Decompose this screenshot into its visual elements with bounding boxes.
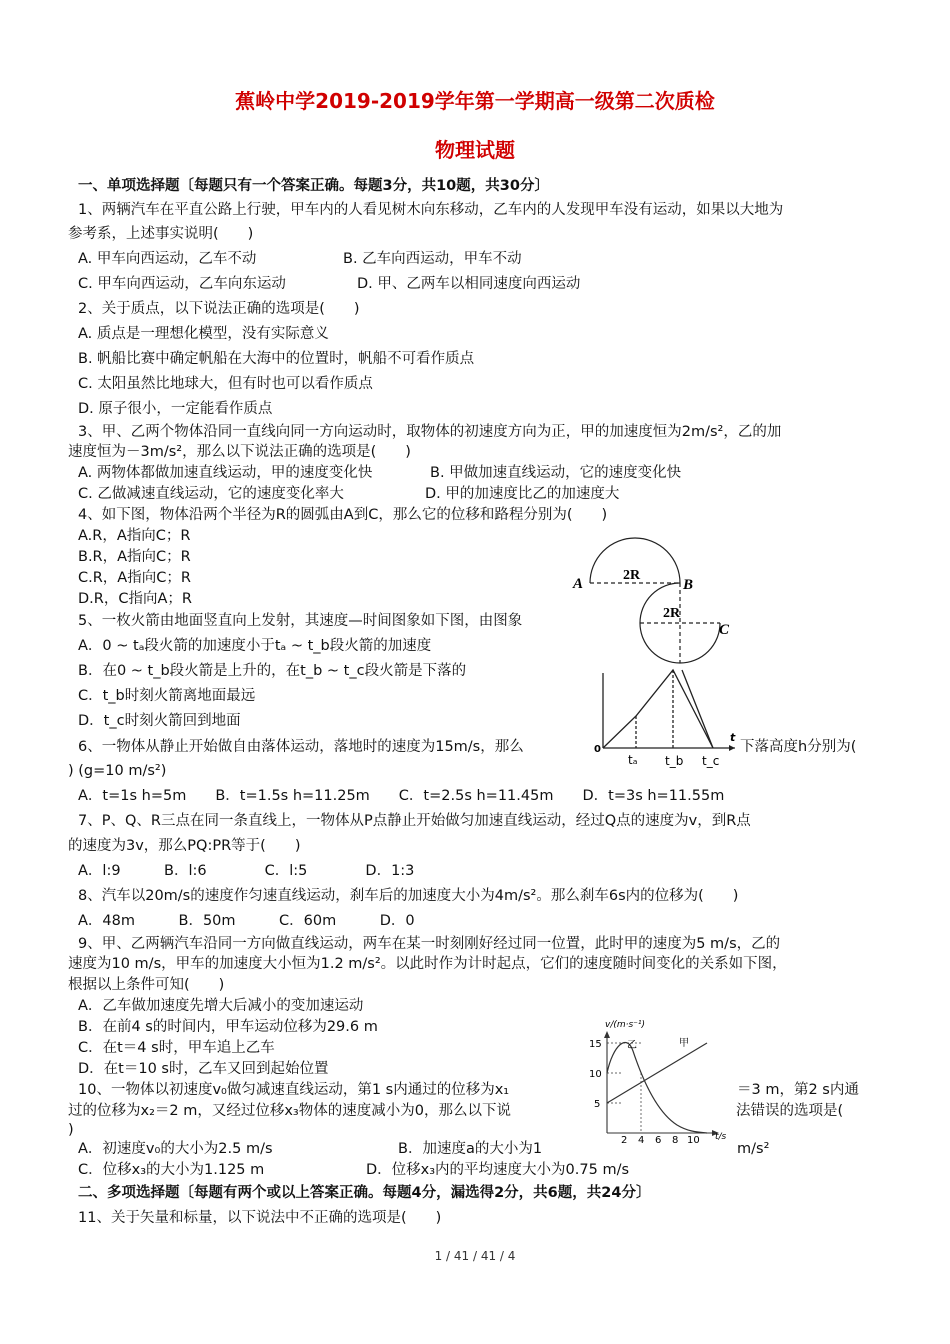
jia-line	[607, 1043, 707, 1103]
q3-option-b: B. 甲做加速直线运动，它的速度变化快	[430, 465, 682, 481]
q2-option-c: C. 太阳虽然比地球大，但有时也可以看作质点	[78, 376, 373, 392]
q10-option-b: B．加速度a的大小为1	[398, 1141, 543, 1157]
section-2-heading: 二、多项选择题〔每题有两个或以上答案正确。每题4分，漏选得2分，共6题，共24分〕	[78, 1185, 651, 1201]
page-footer: 1 / 41 / 41 / 4	[434, 1249, 516, 1263]
label-a: A	[573, 576, 584, 592]
tb-label: t_b	[665, 754, 684, 768]
xtick-4: 4	[638, 1135, 645, 1145]
q9-option-a: A．乙车做加速度先增大后减小的变加速运动	[78, 998, 364, 1014]
q10-option-d: D．位移x₃内的平均速度大小为0.75 m/s	[366, 1162, 630, 1178]
label-2r-bottom: 2R	[663, 606, 681, 621]
q10-stem-line2a: 过的位移为x₂＝2 m，又经过位移x₃物体的速度减小为0，那么以下说	[68, 1103, 511, 1119]
velocity-line	[603, 670, 713, 748]
q1-stem-line1: 1、两辆汽车在平直公路上行驶，甲车内的人看见树木向东移动，乙车内的人发现甲车没有运动，如果以大地为	[78, 202, 784, 218]
q2-option-b: B. 帆船比赛中确定帆船在大海中的位置时，帆船不可看作质点	[78, 351, 475, 367]
q5-option-c: C．t_b时刻火箭离地面最远	[78, 688, 256, 704]
q3-option-c: C. 乙做减速直线运动，它的速度变化率大	[78, 486, 344, 502]
q5-option-b: B．在0 ~ t_b段火箭是上升的，在t_b ~ t_c段火箭是下落的	[78, 663, 467, 679]
q10-stem-line1a: 10、一物体以初速度v₀做匀减速直线运动，第1 s内通过的位移为x₁	[78, 1082, 510, 1098]
exam-subtitle: 物理试题	[435, 138, 515, 162]
q8-options: A．48m B．50m C．60m D．0	[78, 913, 415, 929]
q10-option-a: A．初速度v₀的大小为2.5 m/s	[78, 1141, 273, 1157]
q9-option-d: D．在t＝10 s时，乙车又回到起始位置	[78, 1061, 329, 1077]
q3-stem-line2: 速度恒为－3m/s²，那么以下说法正确的选项是( )	[68, 444, 411, 460]
q4-option-d: D.R，C指向A；R	[78, 591, 192, 607]
q7-options: A．l:9 B．l:6 C．l:5 D．1:3	[78, 863, 415, 879]
q4-arc-figure	[565, 535, 755, 670]
q2-option-d: D. 原子很小，一定能看作质点	[78, 401, 273, 417]
label-c: C	[719, 622, 730, 638]
q9-vt-graph	[583, 1015, 743, 1145]
q4-option-c: C.R，A指向C；R	[78, 570, 191, 586]
ta-label: tₐ	[628, 753, 638, 767]
q5-option-d: D．t_c时刻火箭回到地面	[78, 713, 241, 729]
q4-option-b: B.R，A指向C；R	[78, 549, 191, 565]
q2-option-a: A. 质点是一理想化模型，没有实际意义	[78, 326, 329, 342]
tc-label: t_c	[702, 754, 720, 768]
q5-stem: 5、一枚火箭由地面竖直向上发射，其速度—时间图象如下图，由图象	[78, 613, 523, 629]
v-arrow	[604, 1031, 610, 1038]
q7-stem-line1: 7、P、Q、R三点在同一条直线上，一物体从P点静止开始做匀加速直线运动，经过Q点的速度为v，到R点	[78, 813, 751, 829]
ylabel: v/(m·s⁻¹)	[605, 1020, 646, 1030]
q9-option-b: B．在前4 s的时间内，甲车运动位移为29.6 m	[78, 1019, 378, 1035]
q3-option-a: A. 两物体都做加速直线运动，甲的速度变化快	[78, 465, 373, 481]
q9-option-c: C．在t＝4 s时，甲车追上乙车	[78, 1040, 275, 1056]
t-axis-arrow	[729, 745, 735, 751]
q6-stem-line1: 6、一物体从静止开始做自由落体运动，落地时的速度为15m/s，那么	[78, 739, 524, 755]
q1-option-d: D. 甲、乙两车以相同速度向西运动	[357, 276, 581, 292]
xtick-8: 8	[672, 1135, 679, 1145]
yi-curve	[607, 1042, 707, 1133]
q10-stem-line3: )	[68, 1122, 74, 1138]
exam-title: 蕉岭中学2019-2019学年第一学期高一级第二次质检	[235, 89, 715, 113]
q3-option-d: D. 甲的加速度比乙的加速度大	[425, 486, 620, 502]
q10-stem-line1b: ＝3 m，第2 s内通	[737, 1082, 859, 1098]
xtick-10: 10	[687, 1135, 700, 1145]
q1-option-c: C. 甲车向西运动，乙车向东运动	[78, 276, 286, 292]
ytick-10: 10	[589, 1069, 602, 1080]
q3-stem-line1: 3、甲、乙两个物体沿同一直线向同一方向运动时，取物体的初速度方向为正，甲的加速度恒为2m/s²，乙的加	[78, 424, 782, 440]
q4-option-a: A.R，A指向C；R	[78, 528, 191, 544]
q10-option-b-unit: m/s²	[737, 1141, 770, 1157]
q1-stem-line2: 参考系，上述事实说明( )	[68, 226, 254, 242]
xtick-2: 2	[621, 1135, 628, 1145]
lower-arc	[640, 583, 720, 663]
section-1-heading: 一、单项选择题〔每题只有一个答案正确。每题3分，共10题，共30分〕	[78, 178, 549, 194]
t-axis-label: t	[730, 731, 736, 744]
label-b: B	[683, 577, 694, 593]
ytick-5: 5	[594, 1099, 601, 1110]
label-2r-top: 2R	[623, 568, 641, 583]
q6-stem-line1b: 下落高度h分别为(	[740, 739, 857, 755]
ytick-15: 15	[589, 1039, 602, 1050]
q9-stem-line1: 9、甲、乙两辆汽车沿同一方向做直线运动，两车在某一时刻刚好经过同一位置，此时甲的速度为5 m/s，乙的	[78, 936, 781, 952]
velocity-line-2	[682, 670, 713, 748]
q7-stem-line2: 的速度为3v，那么PQ:PR等于( )	[68, 838, 301, 854]
q10-option-c: C．位移x₃的大小为1.125 m	[78, 1162, 265, 1178]
q5-vt-graph	[590, 668, 740, 770]
q4-stem: 4、如下图，物体沿两个半径为R的圆弧由A到C，那么它的位移和路程分别为( )	[78, 507, 608, 523]
q2-stem: 2、关于质点，以下说法正确的选项是( )	[78, 301, 360, 317]
q10-stem-line2b: 法错误的选项是(	[736, 1103, 844, 1119]
yi-label: 乙	[627, 1040, 637, 1051]
q6-options: A．t=1s h=5m B．t=1.5s h=11.25m C．t=2.5s h=11.45m D．t=3s h=11.55m	[78, 788, 725, 804]
q6-stem-line2: ) (g=10 m/s²)	[68, 763, 167, 779]
q11-stem: 11、关于矢量和标量，以下说法中不正确的选项是( )	[78, 1210, 442, 1226]
q1-option-a: A. 甲车向西运动，乙车不动	[78, 251, 257, 267]
q5-option-a: A．0 ~ tₐ段火箭的加速度小于tₐ ~ t_b段火箭的加速度	[78, 638, 432, 654]
xtick-6: 6	[655, 1135, 662, 1145]
xlabel: t/s	[715, 1132, 727, 1142]
jia-label: 甲	[679, 1038, 689, 1049]
origin-label: 0	[594, 744, 601, 755]
q9-stem-line3: 根据以上条件可知( )	[68, 977, 225, 993]
q8-stem: 8、汽车以20m/s的速度作匀速直线运动，刹车后的加速度大小为4m/s²。那么刹车6s内的位移为( )	[78, 888, 739, 904]
q1-option-b: B. 乙车向西运动，甲车不动	[343, 251, 522, 267]
q9-stem-line2: 速度为10 m/s，甲车的加速度大小恒为1.2 m/s²。以此时作为计时起点，它们的速度随时间变化的关系如下图，	[68, 956, 787, 972]
